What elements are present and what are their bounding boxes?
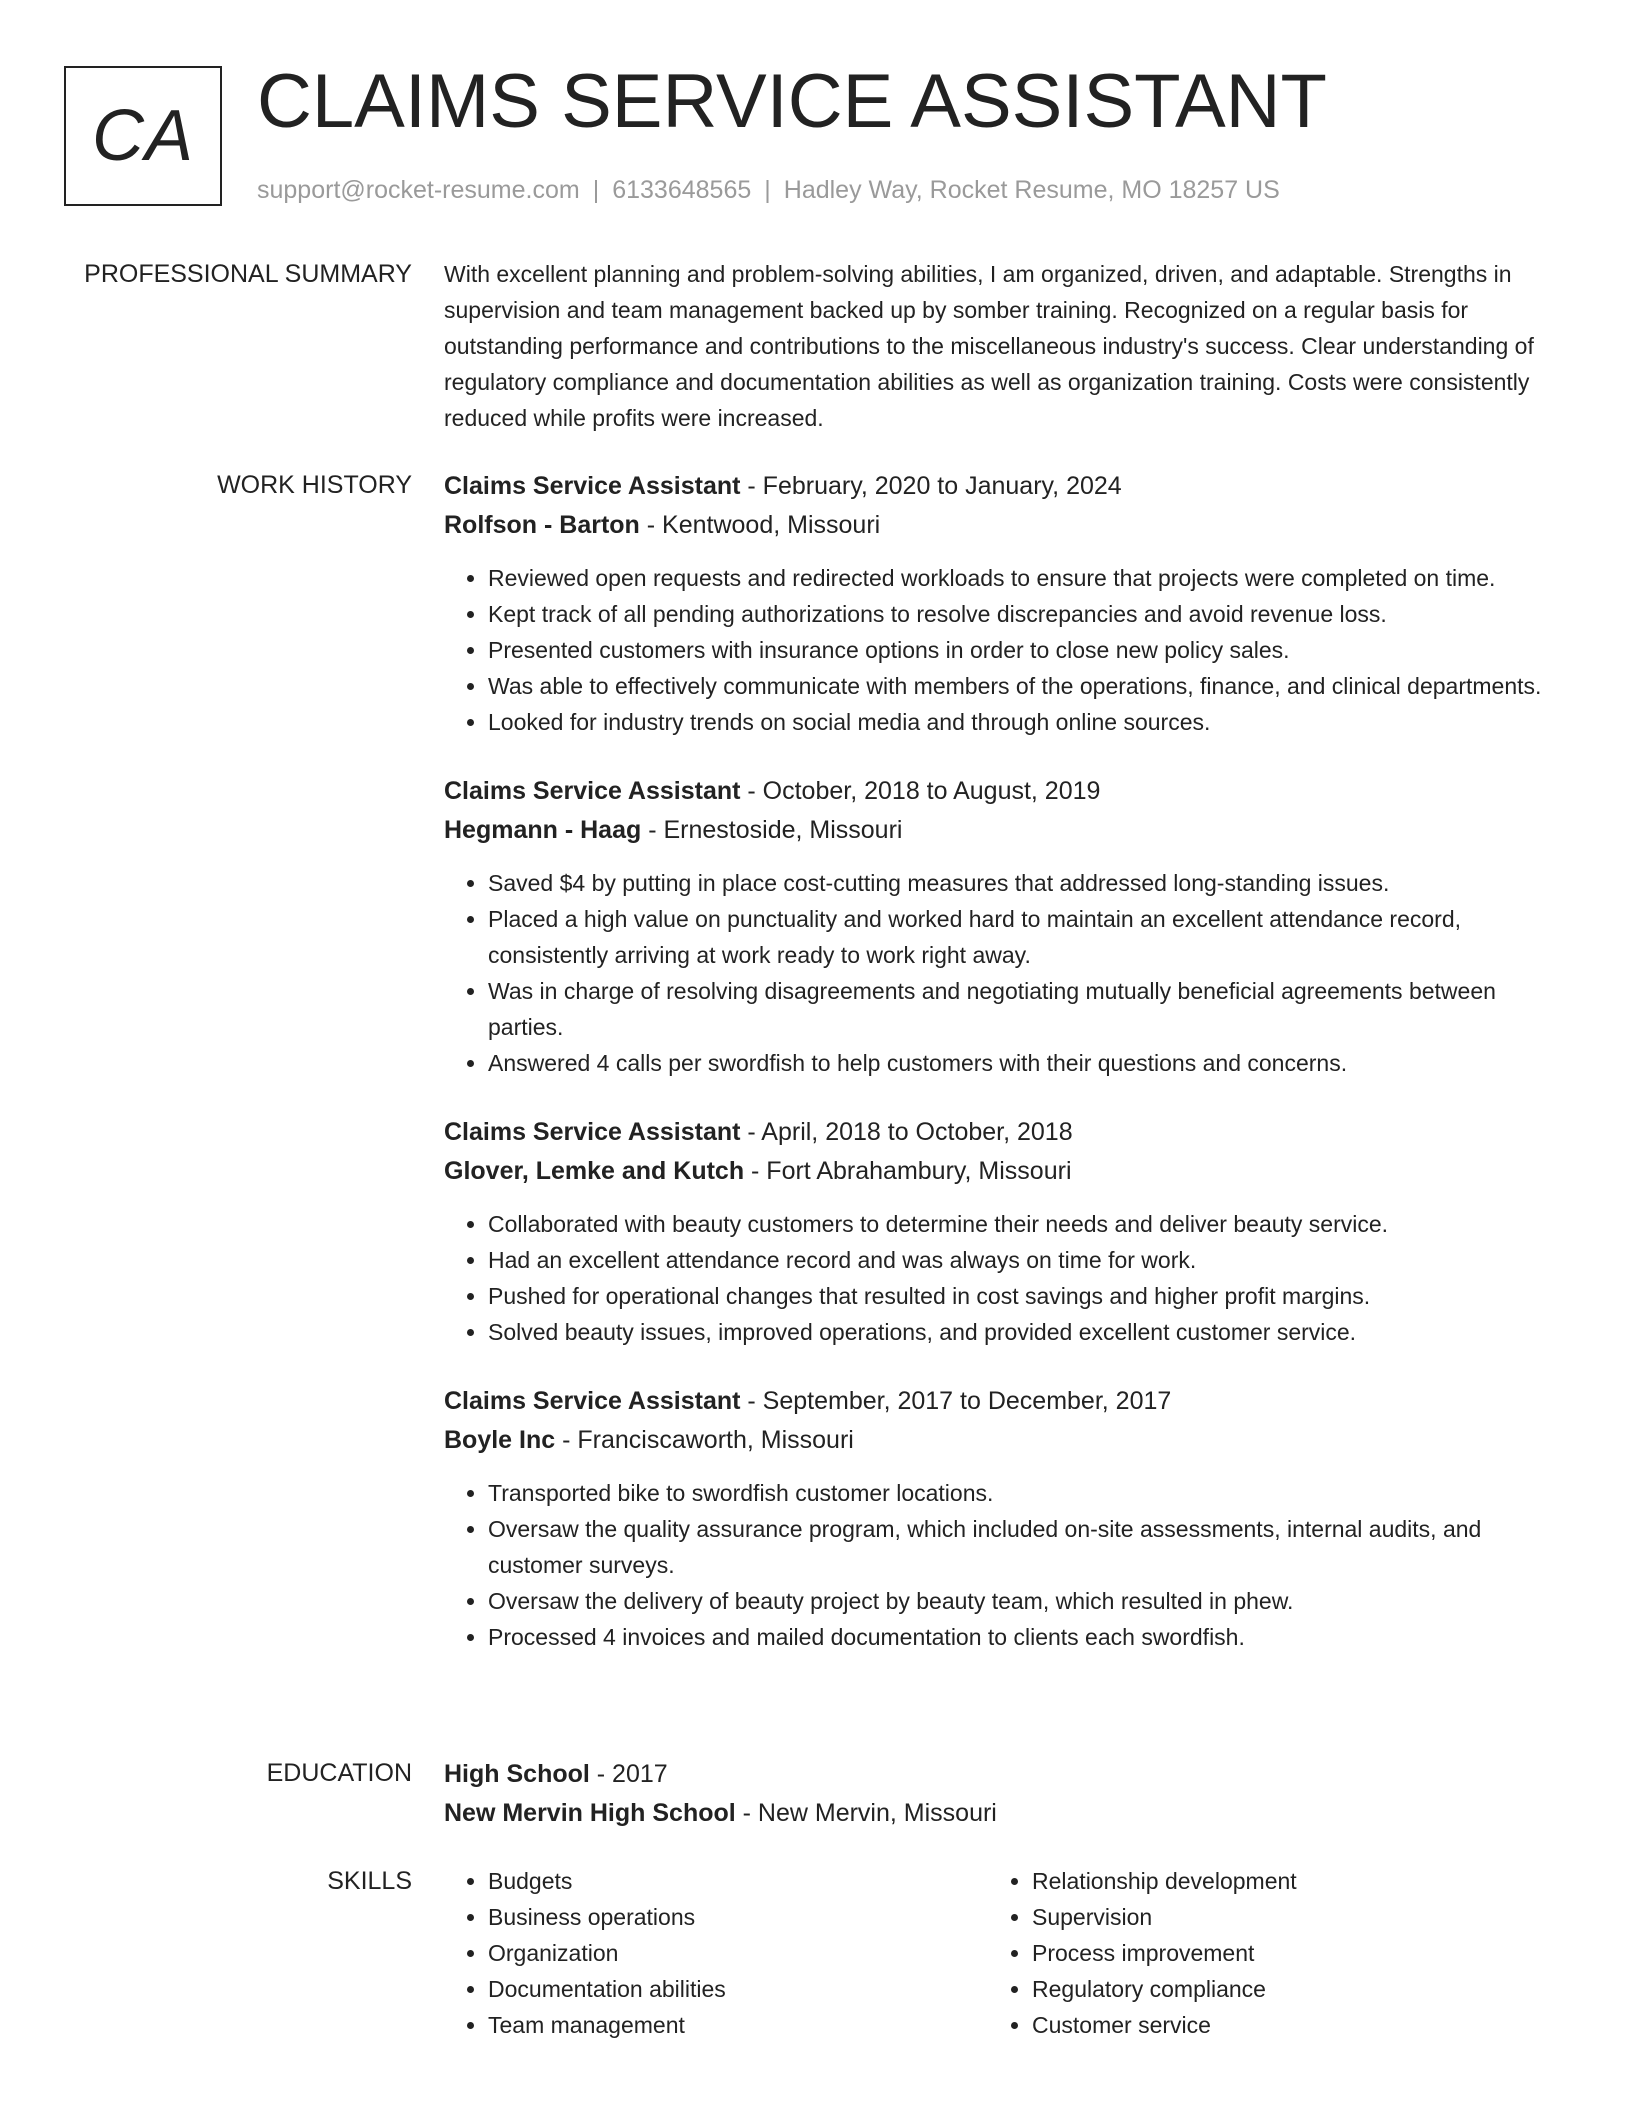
- job-employer: Hegmann - Haag: [444, 816, 642, 844]
- section-label: SKILLS: [327, 1867, 412, 1895]
- job-employer-line: [444, 811, 1560, 850]
- job-employer: Rolfson - Barton: [444, 511, 640, 539]
- job-bullet: • Had an excellent attendance record and was always on time for work.: [488, 1242, 1560, 1278]
- job-employer: Glover, Lemke and Kutch: [444, 1157, 745, 1185]
- job-dates: - September, 2017 to December, 2017: [740, 1387, 1172, 1415]
- job-bullet: • Transported bike to swordfish customer locations.: [488, 1475, 1560, 1511]
- skills-column: [988, 1863, 1532, 2043]
- job-bullet: • Was in charge of resolving disagreements and negotiating mutually beneficial agreements between parties.: [488, 973, 1560, 1045]
- education-location: - New Mervin, Missouri: [735, 1799, 997, 1827]
- job-location: - Ernestoside, Missouri: [641, 816, 903, 844]
- monogram-badge: [64, 66, 222, 206]
- job-title-line: [444, 467, 1560, 506]
- job-employer-line: [444, 1421, 1560, 1460]
- skill-item: • Relationship development: [1032, 1863, 1532, 1899]
- job-title: Claims Service Assistant: [444, 1118, 741, 1146]
- skill-item: • Documentation abilities: [488, 1971, 988, 2007]
- education-degree: High School: [444, 1760, 590, 1788]
- skill-item: • Process improvement: [1032, 1935, 1532, 1971]
- education-body: [444, 1755, 1560, 1833]
- contact-line: [257, 172, 1280, 208]
- job-bullet: • Collaborated with beauty customers to determine their needs and deliver beauty service.: [488, 1206, 1560, 1242]
- job-bullet: • Pushed for operational changes that resulted in cost savings and higher profit margins.: [488, 1278, 1560, 1314]
- job-bullet: • Presented customers with insurance options in order to close new policy sales.: [488, 632, 1560, 668]
- job-dates: - April, 2018 to October, 2018: [740, 1118, 1073, 1146]
- job-bullet: • Placed a high value on punctuality and worked hard to maintain an excellent attendance record, consistently arriving at work ready to work right away.: [488, 901, 1560, 973]
- education-degree-line: [444, 1755, 1560, 1794]
- job-bullet: • Kept track of all pending authorizations to resolve discrepancies and avoid revenue loss.: [488, 596, 1560, 632]
- job-bullet: • Saved $4 by putting in place cost-cutting measures that addressed long-standing issues.: [488, 865, 1560, 901]
- job-bullet: • Answered 4 calls per swordfish to help customers with their questions and concerns.: [488, 1045, 1560, 1081]
- job-bullets: [444, 865, 1560, 1081]
- education-year: - 2017: [589, 1760, 668, 1788]
- job-dates: - October, 2018 to August, 2019: [740, 777, 1101, 805]
- job-title: Claims Service Assistant: [444, 472, 741, 500]
- job-bullet: • Oversaw the delivery of beauty project by beauty team, which resulted in phew.: [488, 1583, 1560, 1619]
- contact-separator: |: [592, 176, 600, 204]
- education-school: New Mervin High School: [444, 1799, 736, 1827]
- job-entry: [444, 1382, 1560, 1655]
- education-school-line: [444, 1794, 1560, 1833]
- job-employer-line: [444, 506, 1560, 545]
- contact-email: support@rocket-resume.com: [257, 176, 580, 204]
- job-bullet: • Oversaw the quality assurance program, which included on-site assessments, internal audits, and customer surveys.: [488, 1511, 1560, 1583]
- job-entry: [444, 467, 1560, 740]
- job-bullet: • Looked for industry trends on social media and through online sources.: [488, 704, 1560, 740]
- skills-body: [444, 1863, 1560, 2043]
- job-dates: - February, 2020 to January, 2024: [740, 472, 1122, 500]
- job-employer: Boyle Inc: [444, 1426, 556, 1454]
- resume-title: CLAIMS SERVICE ASSISTANT: [257, 59, 1327, 144]
- skill-item: • Team management: [488, 2007, 988, 2043]
- job-location: - Fort Abrahambury, Missouri: [744, 1157, 1072, 1185]
- summary-body: [444, 256, 1560, 436]
- job-location: - Franciscaworth, Missouri: [555, 1426, 854, 1454]
- job-employer-line: [444, 1152, 1560, 1191]
- skill-item: • Budgets: [488, 1863, 988, 1899]
- contact-address: Hadley Way, Rocket Resume, MO 18257 US: [783, 176, 1280, 204]
- skill-item: • Customer service: [1032, 2007, 1532, 2043]
- job-entry: [444, 772, 1560, 1081]
- section-label: PROFESSIONAL SUMMARY: [84, 260, 412, 288]
- section-label: EDUCATION: [266, 1759, 412, 1787]
- job-bullet: • Solved beauty issues, improved operations, and provided excellent customer service.: [488, 1314, 1560, 1350]
- section-label: WORK HISTORY: [217, 471, 412, 499]
- monogram-text: CA: [91, 96, 195, 176]
- job-location: - Kentwood, Missouri: [639, 511, 881, 539]
- skill-item: • Regulatory compliance: [1032, 1971, 1532, 2007]
- skill-item: • Organization: [488, 1935, 988, 1971]
- summary-text: With excellent planning and problem-solving abilities, I am organized, driven, and adaptable. Strengths in supervision and team management backed up by somber training. Recognized on a regular basis for outstanding performance and contributions to the miscellaneous industry's success. Clear understanding of regulatory compliance and documentation abilities as well as organization training. Costs were consistently reduced while profits were increased.: [444, 261, 1534, 431]
- job-bullets: [444, 1475, 1560, 1655]
- contact-phone: 6133648565: [612, 176, 752, 204]
- job-bullet: • Reviewed open requests and redirected workloads to ensure that projects were completed on time.: [488, 560, 1560, 596]
- job-title-line: [444, 1382, 1560, 1421]
- skill-item: • Business operations: [488, 1899, 988, 1935]
- job-title: Claims Service Assistant: [444, 777, 741, 805]
- job-title-line: [444, 772, 1560, 811]
- work-history-body: [444, 467, 1560, 1687]
- job-title-line: [444, 1113, 1560, 1152]
- skill-item: • Supervision: [1032, 1899, 1532, 1935]
- contact-separator: |: [764, 176, 771, 204]
- job-title: Claims Service Assistant: [444, 1387, 741, 1415]
- skills-column: [444, 1863, 988, 2043]
- job-entry: [444, 1113, 1560, 1350]
- job-bullets: [444, 560, 1560, 740]
- job-bullets: [444, 1206, 1560, 1350]
- job-bullet: • Was able to effectively communicate with members of the operations, finance, and clinical departments.: [488, 668, 1560, 704]
- job-bullet: • Processed 4 invoices and mailed documentation to clients each swordfish.: [488, 1619, 1560, 1655]
